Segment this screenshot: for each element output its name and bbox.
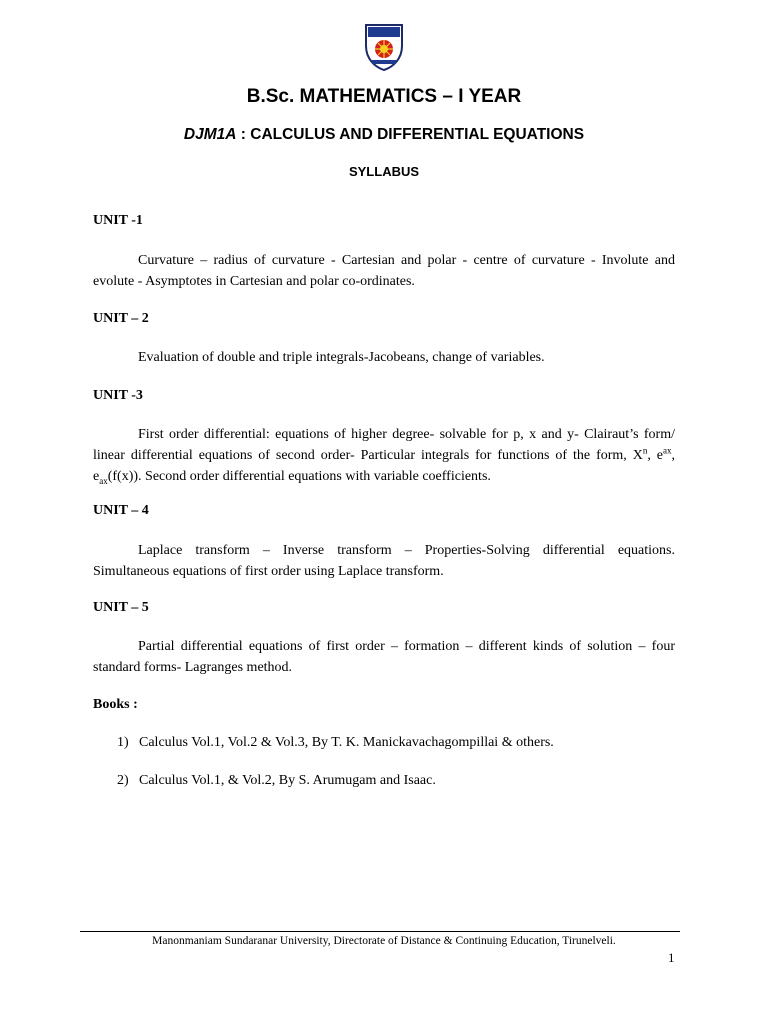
unit-1-heading: UNIT -1 [93, 213, 143, 228]
unit-4-heading: UNIT – 4 [93, 503, 149, 518]
course-separator: : [236, 126, 251, 143]
unit-3-text-d: (f(x)). Second order differential equations with variable coefficients. [107, 469, 491, 484]
unit-1-text: Curvature – radius of curvature - Cartesian and polar - centre of curvature - Involute and evolute - Asymptotes in Cartesian and polar co-ordinates. [93, 253, 675, 289]
unit-5-text: Partial differential equations of first order – formation – different kinds of solution – four standard forms- Lagranges method. [93, 639, 675, 675]
university-crest-icon [360, 22, 408, 72]
unit-4-text: Laplace transform – Inverse transform – Properties-Solving differential equations. Simultaneous equations of first order using Laplace transform. [93, 543, 675, 579]
unit-2-text: Evaluation of double and triple integrals-Jacobeans, change of variables. [138, 350, 545, 365]
unit-5-heading: UNIT – 5 [93, 600, 149, 615]
unit-3-heading: UNIT -3 [93, 388, 143, 403]
unit-3-text [93, 424, 675, 487]
unit-2-heading: UNIT – 2 [93, 311, 149, 326]
book-text: Calculus Vol.1, & Vol.2, By S. Arumugam and Isaac. [139, 773, 436, 788]
course-title [0, 126, 768, 144]
page-number: 1 [668, 950, 675, 965]
unit-3-text-a: First order differential: equations of higher degree- solvable for p, x and y- Clairaut’s form/ linear differential equations of second order- Particular integrals for functions of the form, X [93, 427, 675, 463]
superscript-ax: ax [663, 445, 672, 456]
course-name: CALCULUS AND DIFFERENTIAL EQUATIONS [250, 126, 585, 143]
books-heading: Books : [93, 697, 138, 712]
book-number: 1) [117, 735, 129, 750]
books-list [93, 734, 693, 810]
book-item [93, 734, 693, 772]
footer-text: Manonmaniam Sundaranar University, Directorate of Distance & Continuing Education, Tirunelveli. [152, 935, 616, 947]
book-item [93, 772, 693, 810]
unit-3-text-b: , e [647, 448, 664, 463]
superscript-n: n [642, 445, 648, 456]
page-title: B.Sc. MATHEMATICS – I YEAR [246, 86, 522, 107]
book-number: 2) [117, 773, 129, 788]
unit-3-text-c: , e [93, 448, 676, 484]
footer-divider [80, 931, 680, 932]
book-text: Calculus Vol.1, Vol.2 & Vol.3, By T. K. Manickavachagompillai & others. [139, 735, 554, 750]
course-code: DJM1A [183, 126, 237, 143]
syllabus-label: SYLLABUS [348, 164, 420, 179]
subscript-ax: ax [99, 475, 108, 486]
